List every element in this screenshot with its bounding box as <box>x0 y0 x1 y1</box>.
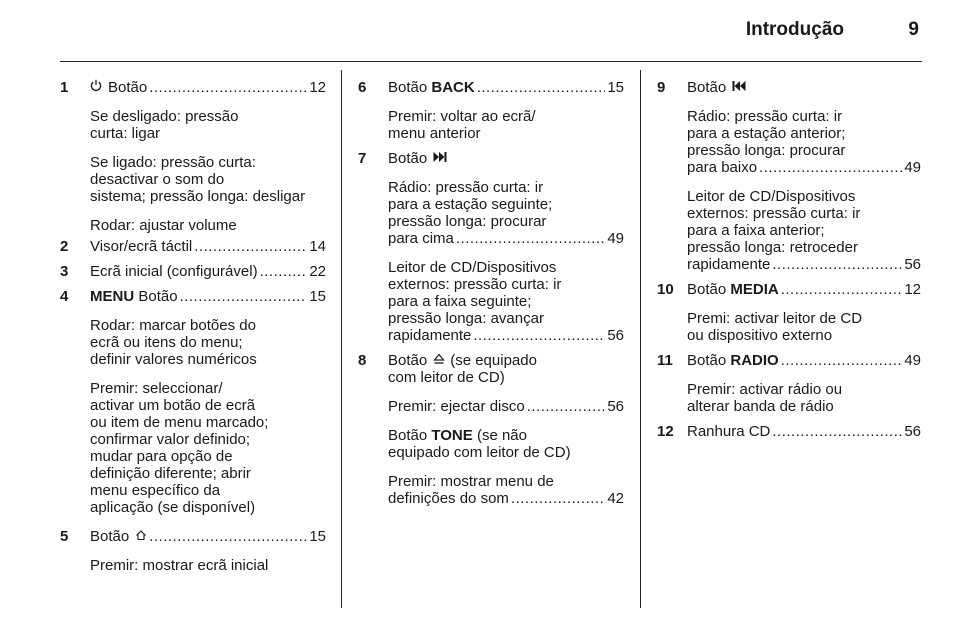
item-label: Botão <box>90 528 130 545</box>
item-label: Ecrã inicial (configurável) <box>90 263 258 280</box>
desc-line: equipado com leitor de CD) <box>388 444 571 461</box>
page-ref: 56 <box>904 423 921 440</box>
desc-line: definição diferente; abrir <box>90 465 251 482</box>
page-ref: 15 <box>309 288 326 305</box>
leader-dots <box>194 238 307 255</box>
item-8 <box>358 352 624 507</box>
item-label: Botão <box>388 352 428 369</box>
desc-line: confirmar valor definido; <box>90 431 251 448</box>
desc-line: rapidamente <box>687 256 771 273</box>
page-ref: 12 <box>309 79 326 96</box>
desc-line: para a faixa seguinte; <box>388 293 532 310</box>
button-name: MEDIA <box>730 281 779 298</box>
eject-icon <box>433 352 445 369</box>
desc-line: Leitor de CD/Dispositivos <box>687 188 856 205</box>
item-number: 9 <box>657 79 666 96</box>
desc-line: com leitor de CD) <box>388 369 505 386</box>
item-description <box>388 179 624 247</box>
desc-line: Premi: activar leitor de CD <box>687 310 863 327</box>
item-10 <box>657 281 921 344</box>
item-label: Botão <box>687 281 727 298</box>
desc-line: curta: ligar <box>90 125 161 142</box>
page-ref: 56 <box>904 256 921 273</box>
item-description <box>687 381 921 415</box>
desc-line: para a estação anterior; <box>687 125 846 142</box>
item-description <box>90 380 326 516</box>
desc-suffix: (se não <box>476 427 527 444</box>
desc-line: menu específico da <box>90 482 221 499</box>
item-description <box>90 154 326 205</box>
page-ref: 56 <box>607 327 624 344</box>
desc-line: activar um botão de ecrã <box>90 397 256 414</box>
page-ref: 12 <box>904 281 921 298</box>
desc-line: Rodar: ajustar volume <box>90 217 237 234</box>
desc-line: rapidamente <box>388 327 472 344</box>
desc-line: Premir: seleccionar/ <box>90 380 223 397</box>
desc-line: Premir: activar rádio ou <box>687 381 843 398</box>
page-ref: 15 <box>607 79 624 96</box>
desc-line: ou item de menu marcado; <box>90 414 269 431</box>
column-3 <box>657 79 921 440</box>
item-description <box>90 217 326 234</box>
item-4 <box>60 288 326 516</box>
desc-line: externos: pressão curta: ir <box>388 276 562 293</box>
desc-line: definições do som <box>388 490 509 507</box>
page-header <box>60 17 922 47</box>
item-description <box>388 259 624 344</box>
button-name: RADIO <box>730 352 779 369</box>
item-label: Botão <box>108 79 148 96</box>
leader-dots <box>260 263 308 280</box>
item-description <box>90 557 326 574</box>
item-label: Botão <box>687 352 727 369</box>
item-1 <box>60 79 326 234</box>
leader-dots <box>772 256 902 273</box>
desc-line: Premir: voltar ao ecrã/ <box>388 108 536 125</box>
desc-line: Leitor de CD/Dispositivos <box>388 259 557 276</box>
header-rule <box>60 61 922 62</box>
desc-line: para a faixa anterior; <box>687 222 825 239</box>
desc-line: Se ligado: pressão curta: <box>90 154 256 171</box>
leader-dots <box>781 352 903 369</box>
page-ref: 49 <box>607 230 624 247</box>
item-number: 7 <box>358 150 367 167</box>
column-divider <box>640 70 641 608</box>
item-label: Botão <box>388 150 428 167</box>
item-9 <box>657 79 921 273</box>
item-label: Ranhura CD <box>687 423 771 440</box>
desc-line: alterar banda de rádio <box>687 398 834 415</box>
item-number: 5 <box>60 528 69 545</box>
leader-dots <box>772 423 902 440</box>
desc-line: pressão longa: retroceder <box>687 239 858 256</box>
item-description <box>687 108 921 176</box>
item-3 <box>60 263 326 280</box>
page-ref: 42 <box>607 490 624 507</box>
item-description <box>388 108 624 142</box>
item-number: 6 <box>358 79 367 96</box>
item-label: Visor/ecrã táctil <box>90 238 193 255</box>
item-description <box>687 310 921 344</box>
item-description <box>388 369 624 386</box>
item-2 <box>60 238 326 255</box>
desc-line: Rádio: pressão curta: ir <box>687 108 843 125</box>
page-title: Introdução <box>745 19 844 40</box>
item-number: 1 <box>60 79 69 96</box>
desc-line: pressão longa: avançar <box>388 310 544 327</box>
item-description <box>687 188 921 273</box>
column-2 <box>358 79 624 507</box>
desc-line: ecrã ou itens do menu; <box>90 334 243 351</box>
page-ref: 14 <box>309 238 326 255</box>
home-icon <box>135 528 147 545</box>
page-ref: 49 <box>904 352 921 369</box>
leader-dots <box>180 288 308 305</box>
item-number: 3 <box>60 263 69 280</box>
desc-line: para a estação seguinte; <box>388 196 553 213</box>
desc-line: aplicação (se disponível) <box>90 499 256 516</box>
item-description <box>388 473 624 507</box>
item-number: 2 <box>60 238 69 255</box>
item-description <box>388 398 624 415</box>
leader-dots <box>477 79 606 96</box>
desc-line: ou dispositivo externo <box>687 327 833 344</box>
item-label-suffix: (se equipado <box>450 352 537 369</box>
item-number: 8 <box>358 352 367 369</box>
item-number: 11 <box>657 352 673 369</box>
item-label: Botão <box>687 79 727 96</box>
desc-line: pressão longa: procurar <box>687 142 846 159</box>
leader-dots <box>781 281 903 298</box>
item-number: 10 <box>657 281 674 298</box>
leader-dots <box>473 327 605 344</box>
desc-line: mudar para opção de <box>90 448 233 465</box>
leader-dots <box>511 490 605 507</box>
item-description <box>90 108 326 142</box>
desc-line: Premir: mostrar ecrã inicial <box>90 557 269 574</box>
leader-dots <box>527 398 606 415</box>
item-7 <box>358 150 624 344</box>
leader-dots <box>149 528 307 545</box>
leader-dots <box>759 159 902 176</box>
desc-line: Premir: mostrar menu de <box>388 473 554 490</box>
leader-dots <box>149 79 307 96</box>
desc-prefix: Botão <box>388 427 428 444</box>
desc-line: Premir: ejectar disco <box>388 398 525 415</box>
page-ref: 49 <box>904 159 921 176</box>
item-description <box>90 317 326 368</box>
item-number: 4 <box>60 288 69 305</box>
item-6 <box>358 79 624 142</box>
power-icon <box>90 79 102 96</box>
item-description <box>388 427 624 461</box>
item-number: 12 <box>657 423 674 440</box>
desc-line: para baixo <box>687 159 758 176</box>
leader-dots <box>456 230 605 247</box>
button-name: TONE <box>431 427 473 444</box>
desc-line: Se desligado: pressão <box>90 108 239 125</box>
page-ref: 56 <box>607 398 624 415</box>
previous-track-icon <box>732 79 746 96</box>
item-label: Botão <box>138 288 178 305</box>
desc-line: definir valores numéricos <box>90 351 257 368</box>
item-label: Botão <box>388 79 428 96</box>
desc-line: Rádio: pressão curta: ir <box>388 179 544 196</box>
column-divider <box>341 70 342 608</box>
page-ref: 15 <box>309 528 326 545</box>
desc-line: sistema; pressão longa: desligar <box>90 188 306 205</box>
item-12 <box>657 423 921 440</box>
button-name: BACK <box>431 79 475 96</box>
button-name: MENU <box>90 288 135 305</box>
page-ref: 22 <box>309 263 326 280</box>
desc-line: Rodar: marcar botões do <box>90 317 256 334</box>
next-track-icon <box>433 150 447 167</box>
desc-line: externos: pressão curta: ir <box>687 205 861 222</box>
column-1 <box>60 79 326 574</box>
item-5 <box>60 528 326 574</box>
desc-line: menu anterior <box>388 125 481 142</box>
page-number: 9 <box>908 19 919 40</box>
desc-line: para cima <box>388 230 454 247</box>
item-11 <box>657 352 921 415</box>
desc-line: desactivar o som do <box>90 171 225 188</box>
desc-line: pressão longa: procurar <box>388 213 547 230</box>
